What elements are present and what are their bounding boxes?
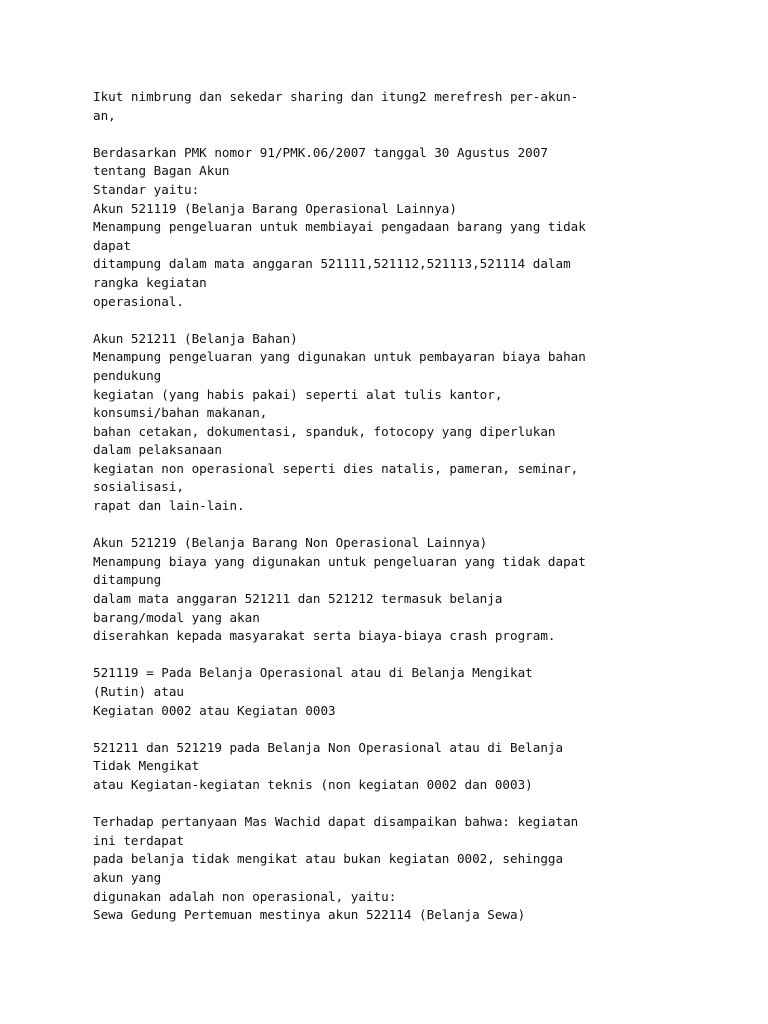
text-line: dalam pelaksanaan	[93, 442, 222, 458]
text-line: konsumsi/bahan makanan,	[93, 405, 268, 421]
paragraph	[93, 664, 733, 720]
text-line: Standar yaitu:	[93, 181, 200, 197]
text-line: (Rutin) atau	[93, 684, 184, 699]
text-line: Menampung pengeluaran yang digunakan untuk pembayaran biaya bahan	[93, 349, 586, 365]
text-line: Menampung biaya yang digunakan untuk pengeluaran yang tidak dapat	[93, 553, 586, 569]
text-line: atau Kegiatan-kegiatan teknis (non kegiatan 0002 dan 0003)	[93, 776, 533, 792]
text-line: Terhadap pertanyaan Mas Wachid dapat disampaikan bahwa: kegiatan	[93, 814, 579, 830]
text-line: Akun 521119 (Belanja Barang Operasional Lainnya)	[93, 200, 457, 216]
text-line: Ikut nimbrung dan sekedar sharing dan itung2 merefresh per-akun-	[93, 89, 579, 104]
paragraph	[93, 739, 733, 795]
text-line: Berdasarkan PMK nomor 91/PMK.06/2007 tanggal 30 Agustus 2007	[93, 144, 548, 160]
text-line: Akun 521211 (Belanja Bahan)	[93, 330, 298, 346]
text-line: rangka kegiatan	[93, 274, 207, 290]
text-line: ditampung	[93, 572, 162, 588]
text-line: 521211 dan 521219 pada Belanja Non Operasional atau di Belanja	[93, 739, 564, 755]
text-line: ditampung dalam mata anggaran 521111,521112,521113,521114 dalam	[93, 256, 571, 272]
document-body	[93, 88, 733, 943]
paragraph	[93, 813, 733, 925]
text-line: Menampung pengeluaran untuk membiayai pengadaan barang yang tidak	[93, 219, 586, 235]
text-line: kegiatan (yang habis pakai) seperti alat tulis kantor,	[93, 386, 503, 402]
text-line: 521119 = Pada Belanja Operasional atau di Belanja Mengikat	[93, 665, 533, 681]
text-line: sosialisasi,	[93, 479, 184, 495]
paragraph	[93, 330, 733, 516]
text-line: an,	[93, 107, 116, 123]
text-line: dapat	[93, 237, 131, 253]
text-line: akun yang	[93, 869, 162, 885]
text-line: rapat dan lain-lain.	[93, 498, 245, 514]
text-line: Tidak Mengikat	[93, 758, 200, 774]
paragraph	[93, 88, 733, 125]
paragraph	[93, 534, 733, 646]
paragraph	[93, 144, 733, 311]
text-line: pendukung	[93, 367, 162, 383]
text-line: Kegiatan 0002 atau Kegiatan 0003	[93, 702, 336, 718]
text-line: pada belanja tidak mengikat atau bukan kegiatan 0002, sehingga	[93, 851, 564, 867]
text-line: digunakan adalah non operasional, yaitu:	[93, 888, 397, 904]
text-line: diserahkan kepada masyarakat serta biaya-biaya crash program.	[93, 628, 556, 644]
text-line: tentang Bagan Akun	[93, 163, 230, 179]
text-line: Akun 521219 (Belanja Barang Non Operasional Lainnya)	[93, 535, 488, 551]
text-line: ini terdapat	[93, 832, 184, 848]
text-line: bahan cetakan, dokumentasi, spanduk, fotocopy yang diperlukan	[93, 423, 556, 439]
text-line: kegiatan non operasional seperti dies natalis, pameran, seminar,	[93, 460, 579, 476]
text-line: barang/modal yang akan	[93, 609, 260, 625]
text-line: dalam mata anggaran 521211 dan 521212 termasuk belanja	[93, 591, 503, 607]
text-line: operasional.	[93, 293, 184, 309]
text-line: Sewa Gedung Pertemuan mestinya akun 522114 (Belanja Sewa)	[93, 907, 526, 923]
